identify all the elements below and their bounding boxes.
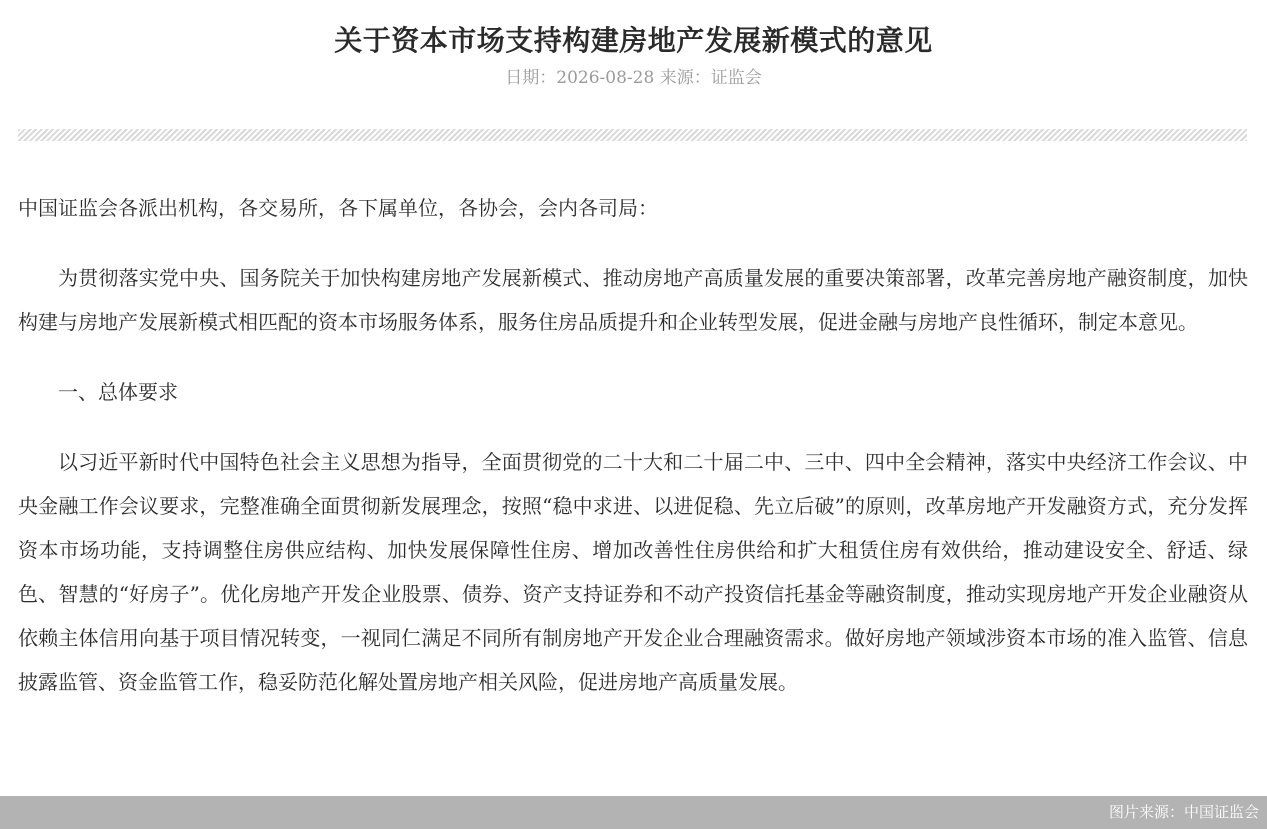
intro-paragraph: 为贯彻落实党中央、国务院关于加快构建房地产发展新模式、推动房地产高质量发展的重要决策部署，改革完善房地产融资制度，加快构建与房地产发展新模式相匹配的资本市场服务体系，服务住房品质提升和企业转型发展，促进金融与房地产良性循环，制定本意见。 [18,266,1248,334]
source-label: 来源： [659,68,711,88]
source-value: 证监会 [710,68,762,88]
article-title: 关于资本市场支持构建房地产发展新模式的意见 [334,24,933,57]
date-value: 2026-08-28 [556,68,655,88]
article-body [18,186,1248,730]
salutation: 中国证监会各派出机构，各交易所，各下属单位，各协会，会内各司局： [18,196,658,220]
date-label: 日期： [505,68,557,88]
image-credit: 图片来源：中国证监会 [1108,803,1259,821]
image-credit-bar [0,796,1267,829]
header-divider [18,129,1247,141]
article-meta [0,66,1267,90]
body-paragraph: 以习近平新时代中国特色社会主义思想为指导，全面贯彻党的二十大和二十届二中、三中、四中全会精神，落实中央经济工作会议、中央金融工作会议要求，完整准确全面贯彻新发展理念，按照“稳中求进、以进促稳、先立后破”的原则，改革房地产开发融资方式，充分发挥资本市场功能，支持调整住房供应结构、加快发展保障性住房、增加改善性住房供给和扩大租赁住房有效供给，推动建设安全、舒适、绿色、智慧的“好房子”。优化房地产开发企业股票、债券、资产支持证券和不动产投资信托基金等融资制度，推动实现房地产开发企业融资从依赖主体信用向基于项目情况转变，一视同仁满足不同所有制房地产开发企业合理融资需求。做好房地产领域涉资本市场的准入监管、信息披露监管、资金监管工作，稳妥防范化解处置房地产相关风险，促进房地产高质量发展。 [18,450,1248,694]
section-heading: 一、总体要求 [58,380,178,404]
